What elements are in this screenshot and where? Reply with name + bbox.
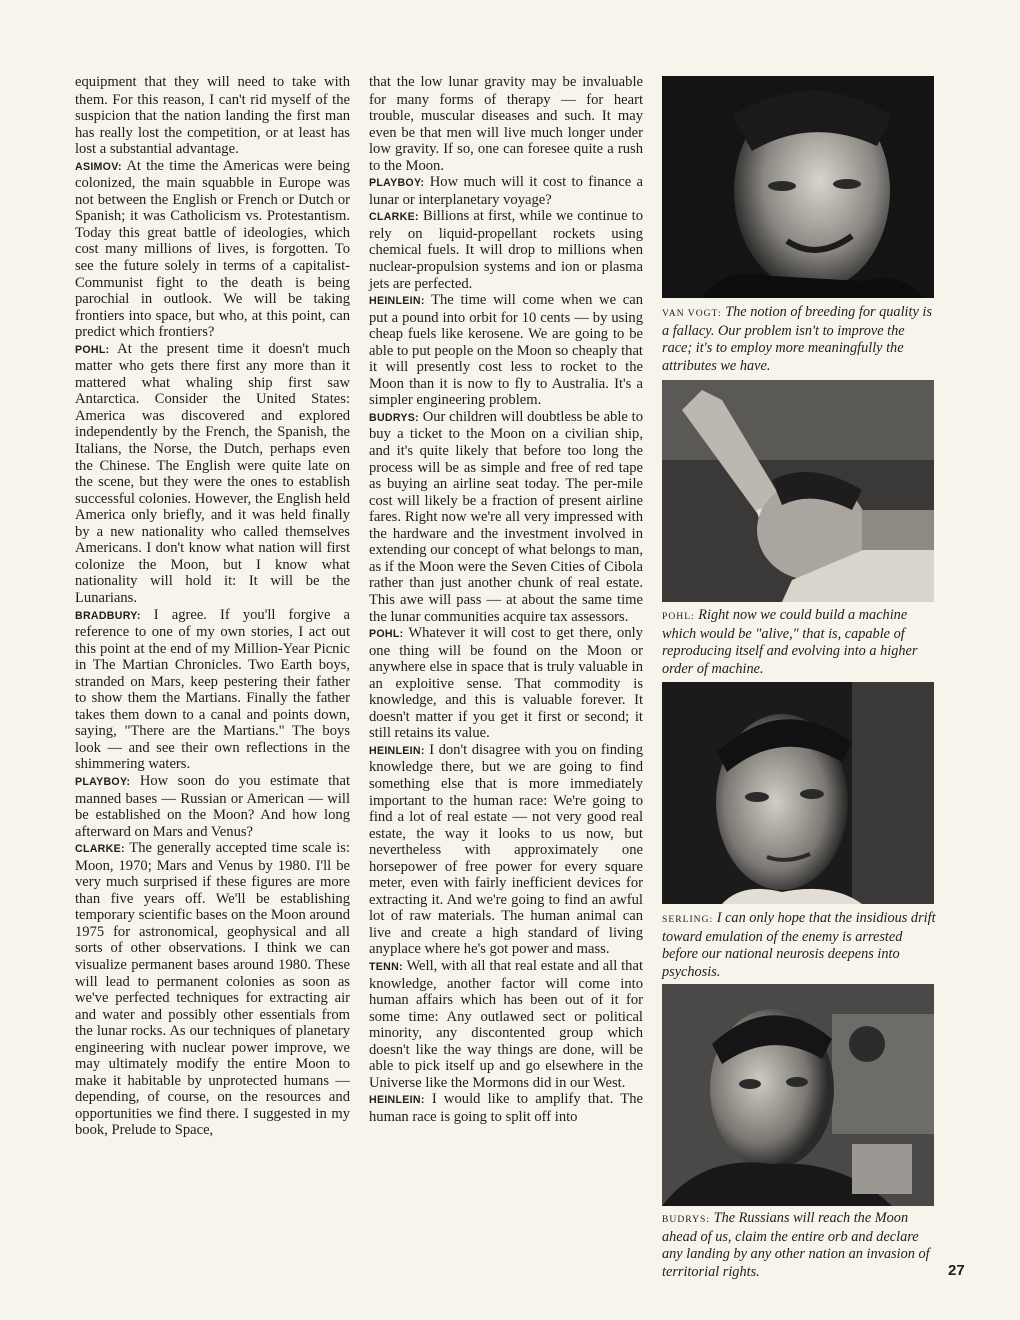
speaker-name: ASIMOV: (75, 160, 122, 173)
portrait-photo-pohl (662, 380, 934, 602)
paragraph (75, 773, 350, 840)
caption-speaker: SERLING: (662, 914, 714, 925)
speaker-name: HEINLEIN: (369, 295, 425, 308)
speaker-name: BUDRYS: (369, 411, 419, 424)
paragraph-text: The generally accepted time scale is: Moon, 1970; Mars and Venus by 1980. I'll be very much surprised if these figures are more than five years off. We'll be establishing temporary scientific bases on the Moon around 1975 for astronomical, geophysical and all sorts of other observations. I think we can visualize permanent bases around 1980. These will lead to permanent colonies as soon as we've perfected techniques for extracting air and water and possibly other essentials from the lunar rocks. As our techniques of planetary engineering with nuclear power improve, we may ultimately modify the entire Moon to make it habitable by unprotected humans — depending, of course, on the resources and opportunities we find there. I suggested in my book, Prelude to Space, (75, 840, 350, 1139)
portrait-photo-van-vogt (662, 76, 934, 298)
paragraph (75, 607, 350, 773)
speaker-name: BRADBURY: (75, 609, 141, 622)
paragraph (369, 742, 643, 958)
paragraph-text: At the time the Americas were being colonized, the main squabble in Europe was not between the English or French or Dutch or Spanish; it was Catholicism vs. Protestantism. Today this great battle of ideologies, which cost many millions of lives, is forgotten. To see the future solely in terms of a capitalist-Communist fight to the death is being parochial in outlook. We will be taking frontiers into space, but who, at this point, can predict which frontiers? (75, 157, 351, 341)
speaker-name: HEINLEIN: (369, 1094, 425, 1107)
caption-text: The Russians will reach the Moon ahead of us, claim the entire orb and declare any landing by any other nation an invasion of territorial rights. (662, 1210, 930, 1280)
speaker-name: POHL: (75, 343, 110, 356)
speaker-name: CLARKE: (369, 211, 419, 224)
paragraph-text: Our children will doubtless be able to buy a ticket to the Moon on a civilian ship, and it's quite likely that before too long the process will be as simple and free of red tape as buying an airline seat today. The per-mile cost will likely be a fraction of present airline fares. Right now we're all very impressed with the hardware and the investment involved in extending our concept of what belongs to man, as if the Moon were the Seven Cities of Cibola rather than just another chunk of real estate. This awe will pass — at about the same time the lunar communities acquire tax assessors. (369, 408, 643, 625)
photo-caption (662, 1210, 937, 1281)
photo-caption (662, 304, 937, 375)
paragraph-text: I don't disagree with you on finding knowledge there, but we are going to find something else that is more immediately important to the human race: We're going to find a lot of real estate — not very good real estate, the way it looks to us now, but nevertheless with approximately one horsepower of free power for every square meter, even with fairly inefficient devices for extracting it. And we're going to find an awful lot of raw materials. The human animal can live and create a high standard of living anyplace where he's got power and mass. (369, 741, 643, 958)
text-column-middle (369, 74, 643, 1125)
caption-text: Right now we could build a machine which would be "alive," that is, capable of reproducing itself and evolving into a higher order of machine. (662, 607, 918, 677)
portrait-photo-budrys (662, 984, 934, 1206)
photo-caption (662, 607, 937, 678)
text-column-left (75, 74, 350, 1139)
page-number: 27 (948, 1262, 965, 1279)
paragraph-text: Whatever it will cost to get there, only one thing will be found on the Moon or anywhere else in space that is truly valuable in an exploitive sense. That commodity is knowledge, and this is valuable forever. It doesn't matter if you get it first or second; it still retains its value. (369, 625, 643, 742)
paragraph-text: equipment that they will need to take with them. For this reason, I can't rid myself of the suspicion that the nation landing the first man has really lost the competition, or at least has lost a substantial advantage. (75, 74, 350, 158)
paragraph (75, 158, 350, 341)
speaker-name: POHL: (369, 628, 404, 641)
portrait-photo-serling (662, 682, 934, 904)
caption-speaker: BUDRYS: (662, 1214, 711, 1225)
paragraph-text: How much will it cost to finance a lunar or interplanetary voyage? (369, 174, 643, 208)
paragraph-text: Billions at first, while we continue to rely on liquid-propellant rockets using chemical fuels. It will drop to millions when nuclear-propulsion systems and ion or plasma jets are perfected. (369, 208, 643, 292)
speaker-name: TENN: (369, 960, 403, 973)
caption-speaker: VAN VOGT: (662, 308, 722, 319)
caption-speaker: POHL: (662, 611, 695, 622)
paragraph (369, 74, 643, 174)
paragraph (75, 341, 350, 607)
photo-caption (662, 910, 937, 981)
paragraph-text: Well, with all that real estate and all that knowledge, another factor will come into human affairs which has been out of it for some time: Any outlawed sect or political minority, any discontented group which doesn't like the way things are done, will be able to pick itself up and go elsewhere in the Universe like the Mormons did in our West. (369, 957, 643, 1091)
speaker-name: PLAYBOY: (75, 775, 131, 788)
paragraph (75, 840, 350, 1139)
paragraph-text: I would like to amplify that. The human race is going to split off into (369, 1091, 643, 1125)
speaker-name: CLARKE: (75, 843, 125, 856)
paragraph (75, 74, 350, 158)
paragraph-text: I agree. If you'll forgive a reference to one of my own stories, I act out this point at the end of my Million-Year Picnic in The Martian Chronicles. Two Earth boys, stranded on Mars, keep pestering their father to show them the Martians. Finally the father takes them down to a canal and points down, saying, "There are the Martians." The boys look — and see their own reflections in the shimmering waters. (75, 606, 350, 773)
paragraph (369, 409, 643, 625)
paragraph (369, 625, 643, 742)
paragraph (369, 174, 643, 208)
speaker-name: PLAYBOY: (369, 177, 425, 190)
caption-text: I can only hope that the insidious drift toward emulation of the enemy is arrested before our national neurosis deepens into psychosis. (662, 910, 936, 980)
paragraph (369, 1091, 643, 1125)
paragraph-text: At the present time it doesn't much matter who gets there first any more than it mattered what whaling ship first saw Antarctica. Consider the United States: America was discovered and explored independently by the French, the Spanish, the Italians, the Norse, the Dutch, perhaps even the Chinese. The English were quite late on the scene, but they were the ones to establish successful colonies. However, the English held America only briefly, and it was held finally by a new nationality who called themselves Americans. I don't know what nation will first colonize the Moon, but I know what nationality will hold it: It will be the Lunarians. (75, 340, 350, 606)
paragraph-text: How soon do you estimate that manned bases — Russian or American — will be established on the Moon? And how long afterward on Mars and Venus? (75, 772, 350, 840)
paragraph (369, 292, 643, 409)
caption-text: The notion of breeding for quality is a fallacy. Our problem isn't to improve the race; it's to employ more meaningfully the attributes we have. (662, 304, 932, 374)
paragraph (369, 958, 643, 1091)
paragraph (369, 208, 643, 292)
paragraph-text: The time will come when we can put a pound into orbit for 10 cents — by using cheap fuels like kerosene. We are going to be able to put people on the Moon so cheaply that it will presently cost less to rocket to the Moon than it is now to fly to Australia. It's a simpler engineering problem. (369, 292, 643, 409)
speaker-name: HEINLEIN: (369, 744, 425, 757)
paragraph-text: that the low lunar gravity may be invaluable for many forms of therapy — for heart trouble, muscular diseases and such. It may even be that men will live much longer under low gravity. If so, one can foresee quite a rush to the Moon. (369, 74, 643, 174)
